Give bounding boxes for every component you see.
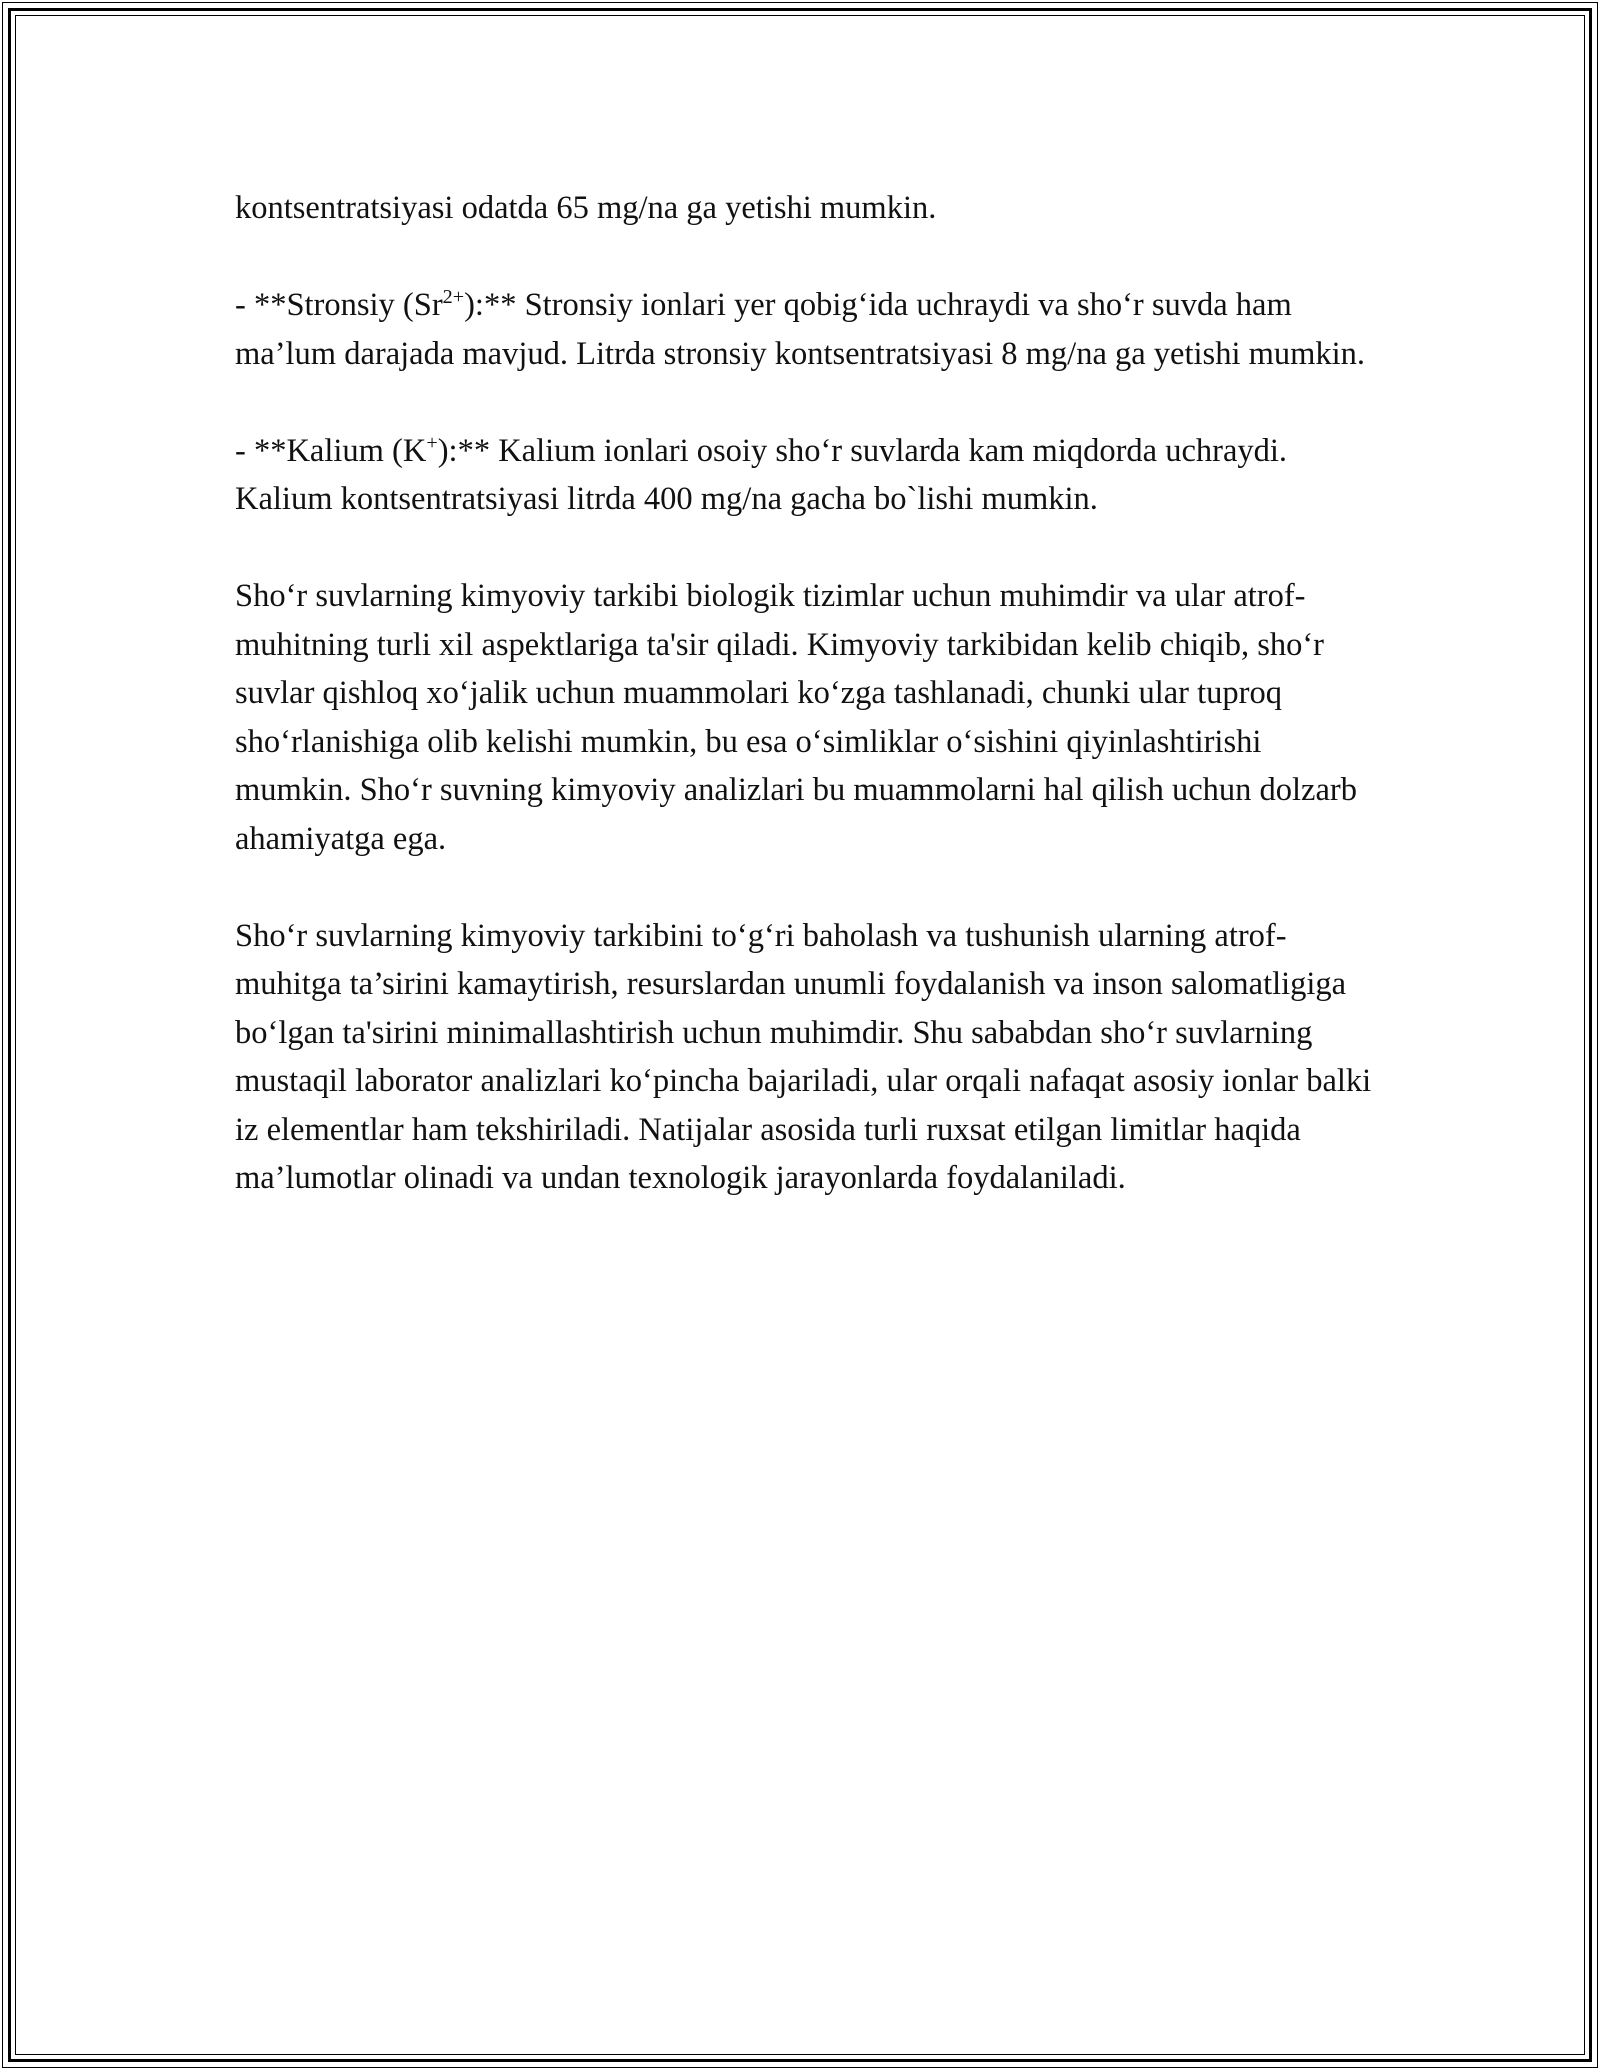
paragraph-chemical-composition: Sho‘r suvlarning kimyoviy tarkibi biologik tizimlar uchun muhimdir va ular atrof-muhitning turli xil aspektlariga ta'sir qiladi. Kimyoviy tarkibidan kelib chiqib, sho‘r suvlar qishloq xo‘jalik uchun muammolari ko‘zga tashlanadi, chunki ular tuproq sho‘rlanishiga olib kelishi mumkin, bu esa o‘simliklar o‘sishini qiyinlashtirishi mumkin. Sho‘r suvning kimyoviy analizlari bu muammolarni hal qilish uchun dolzarb ahamiyatga ega. [235,578,1357,857]
list-item-strontium [235,281,1375,378]
strontium-charge: 2+ [442,285,465,308]
potassium-charge: + [426,431,438,454]
potassium-text: ):** Kalium ionlari osoiy sho‘r suvlarda kam miqdorda uchraydi. Kalium kontsentratsiyasi litrda 400 mg/na gacha bo`lishi mumkin. [235,432,1288,517]
document-body [235,184,1375,1251]
paragraph-continuation: kontsentratsiyasi odatda 65 mg/na ga yetishi mumkin. [235,190,937,226]
list-item-potassium [235,427,1375,524]
potassium-prefix: - **Kalium (K [235,432,427,469]
strontium-text: ):** Stronsiy ionlari yer qobig‘ida uchraydi va sho‘r suvda ham ma’lum darajada mavjud. Litrda stronsiy kontsentratsiyasi 8 mg/na ga yetishi mumkin. [235,287,1366,372]
paragraph-assessment: Sho‘r suvlarning kimyoviy tarkibini to‘g‘ri baholash va tushunish ularning atrof-muhitga ta’sirini kamaytirish, resurslardan unumli foydalanish va inson salomatligiga bo‘lgan ta'sirini minimallashtirish uchun muhimdir. Shu sababdan sho‘r suvlarning mustaqil laborator analizlari ko‘pincha bajariladi, ular orqali nafaqat asosiy ionlar balki iz elementlar ham tekshiriladi. Natijalar asosida turli ruxsat etilgan limitlar haqida ma’lumotlar olinadi va undan texnologik jarayonlarda foydalaniladi. [235,917,1372,1196]
strontium-prefix: - **Stronsiy (Sr [235,287,443,323]
